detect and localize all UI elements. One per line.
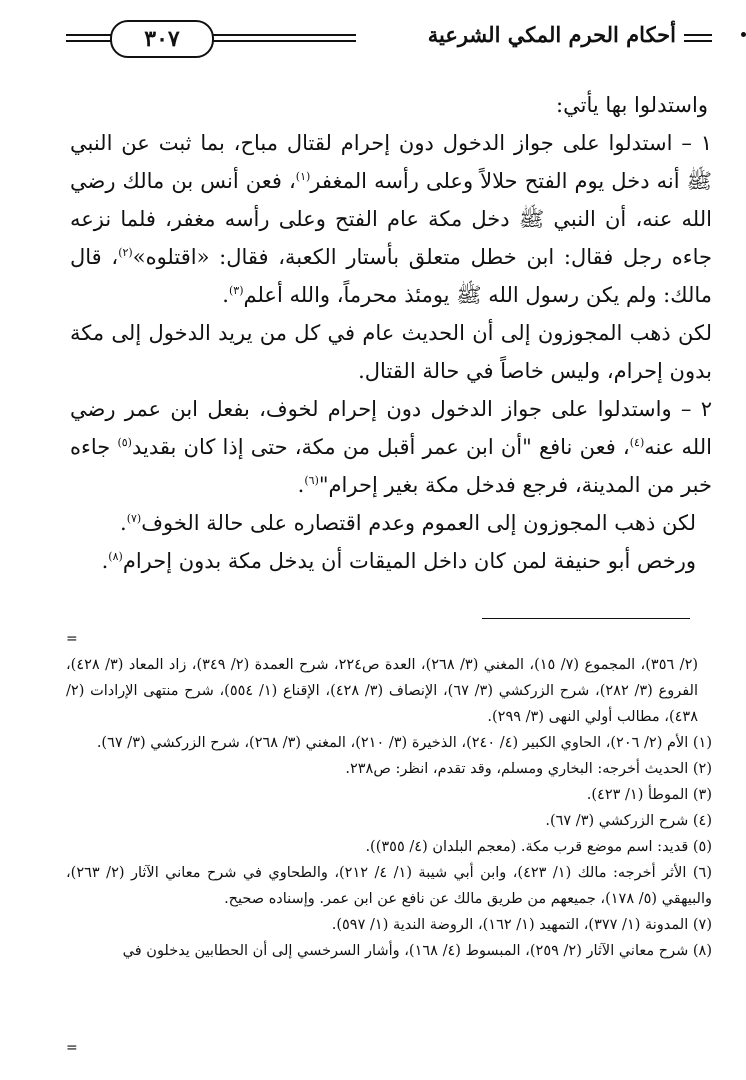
footnote-3: (٣) الموطأ (١/ ٤٢٣). bbox=[586, 787, 712, 803]
paragraph-4 bbox=[70, 504, 712, 542]
header-rule bbox=[206, 34, 356, 36]
p3-text: جاءه خبر من المدينة، فرجع فدخل مكة بغير إحرام" bbox=[70, 435, 712, 497]
footnote-ref[interactable]: (٤) bbox=[629, 436, 645, 449]
paragraph-3 bbox=[70, 390, 712, 504]
footnote-8: (٨) شرح معاني الآثار (٢/ ٢٥٩)، المبسوط (٤/ ١٦٨)، وأشار السرخسي إلى أن الحطابين يدخلون في bbox=[122, 943, 712, 959]
paragraph-5 bbox=[70, 542, 712, 580]
header-rule bbox=[684, 40, 712, 42]
footnote-6: (٦) الأثر أخرجه: مالك (١/ ٤٢٣)، وابن أبي شيبة (١/ ٤/ ٢١٢)، والطحاوي في شرح معاني الآثار (٢/ ٢٦٣)، والبيهقي (٥/ ١٧٨)، جميعهم من طريق مالك عن نافع عن ابن عمر. وإسناده صحيح. bbox=[66, 865, 712, 907]
p3-text: ٢ – واستدلوا على جواز الدخول دون إحرام لخوف، بفعل ابن عمر رضي الله عنه bbox=[70, 397, 712, 459]
footnotes bbox=[66, 652, 712, 964]
footnote-ref[interactable]: (٥) bbox=[117, 436, 132, 449]
paragraph-2: لكن ذهب المجوزون إلى أن الحديث عام في كل من يريد الدخول إلى مكة بدون إحرام، وليس خاصاً في حالة القتال. bbox=[70, 321, 712, 383]
footnote-ref[interactable]: (٢) bbox=[118, 246, 133, 259]
p4-text: . bbox=[120, 511, 127, 535]
footnote-ref[interactable]: (٨) bbox=[108, 550, 123, 563]
footnote-ref[interactable]: (٦) bbox=[304, 474, 319, 487]
running-title: أحكام الحرم المكي الشرعية bbox=[427, 22, 676, 47]
footnote-separator bbox=[482, 618, 690, 619]
p1-text: ، قال مالك: ولم يكن رسول الله ﷺ يومئذ محرماً، والله أعلم bbox=[70, 245, 712, 307]
p1-text: ، فعن أنس بن مالك رضي الله عنه، أن النبي ﷺ دخل مكة عام الفتح وعلى رأسه مغفر، فلما نزعه جاءه رجل فقال: ابن خطل متعلق بأستار الكعبة، فقال: «اقتلوه» bbox=[70, 169, 712, 269]
p4-text: لكن ذهب المجوزون إلى العموم وعدم اقتصاره على حالة الخوف bbox=[141, 511, 696, 535]
main-text bbox=[70, 86, 712, 580]
footnote-5: (٥) قديد: اسم موضع قرب مكة. (معجم البلدان (٤/ ٣٥٥)). bbox=[365, 839, 712, 855]
footnote-ref[interactable]: (٧) bbox=[126, 512, 142, 525]
footnote-2: (٢) الحديث أخرجه: البخاري ومسلم، وقد تقدم، انظر: ص٢٣٨. bbox=[345, 761, 712, 777]
p3-text: ، فعن نافع "أن ابن عمر أقبل من مكة، حتى إذا كان بقديد bbox=[131, 435, 630, 459]
footnote-ref[interactable]: (١) bbox=[295, 170, 311, 183]
footnote-end-mark: = bbox=[66, 1040, 78, 1056]
p5-text: ورخص أبو حنيفة لمن كان داخل الميقات أن يدخل مكة بدون إحرام bbox=[122, 549, 696, 573]
footnote-1: (١) الأم (٢/ ٢٠٦)، الحاوي الكبير (٤/ ٢٤٠)، الذخيرة (٣/ ٢١٠)، المغني (٣/ ٢٦٨)، شرح الزركشي (٣/ ٦٧). bbox=[96, 735, 712, 751]
page-number: ٣٠٧ bbox=[110, 20, 214, 58]
footnote-continue-mark: = bbox=[66, 631, 78, 647]
header-rule bbox=[66, 34, 114, 36]
intro-line: واستدلوا بها يأتي: bbox=[556, 93, 708, 117]
p1-text: ١ – استدلوا على جواز الدخول دون إحرام لقتال مباح، بما ثبت عن النبي ﷺ أنه دخل يوم الفتح حلالاً وعلى رأسه المغفر bbox=[70, 131, 712, 193]
p3-text: . bbox=[297, 473, 305, 497]
footnote-7: (٧) المدونة (١/ ٣٧٧)، التمهيد (١/ ١٦٢)، الروضة الندية (١/ ٥٩٧). bbox=[331, 917, 712, 933]
footnote-continued: (٢/ ٣٥٦)، المجموع (٧/ ١٥)، المغني (٣/ ٢٦٨)، العدة ص٢٢٤، شرح العمدة (٢/ ٣٤٩)، زاد المعاد (٣/ ٤٢٨)، الفروع (٣/ ٢٨٢)، شرح الزركشي (٣/ ٦٧)، الإنصاف (٣/ ٤٢٨)، الإقناع (١/ ٥٥٤)، شرح منتهى الإرادات (٢/ ٤٣٨)، مطالب أولي النهى (٣/ ٢٩٩). bbox=[66, 657, 699, 725]
header-rule bbox=[206, 40, 356, 42]
paragraph-1 bbox=[70, 124, 712, 314]
page-header bbox=[66, 18, 716, 58]
footnote-ref[interactable]: (٣) bbox=[228, 284, 244, 297]
p5-text: . bbox=[101, 549, 109, 573]
p1-text: . bbox=[222, 283, 229, 307]
header-rule bbox=[66, 40, 114, 42]
footnote-4: (٤) شرح الزركشي (٣/ ٦٧). bbox=[545, 813, 712, 829]
header-rule bbox=[684, 34, 712, 36]
margin-dot bbox=[741, 32, 746, 37]
